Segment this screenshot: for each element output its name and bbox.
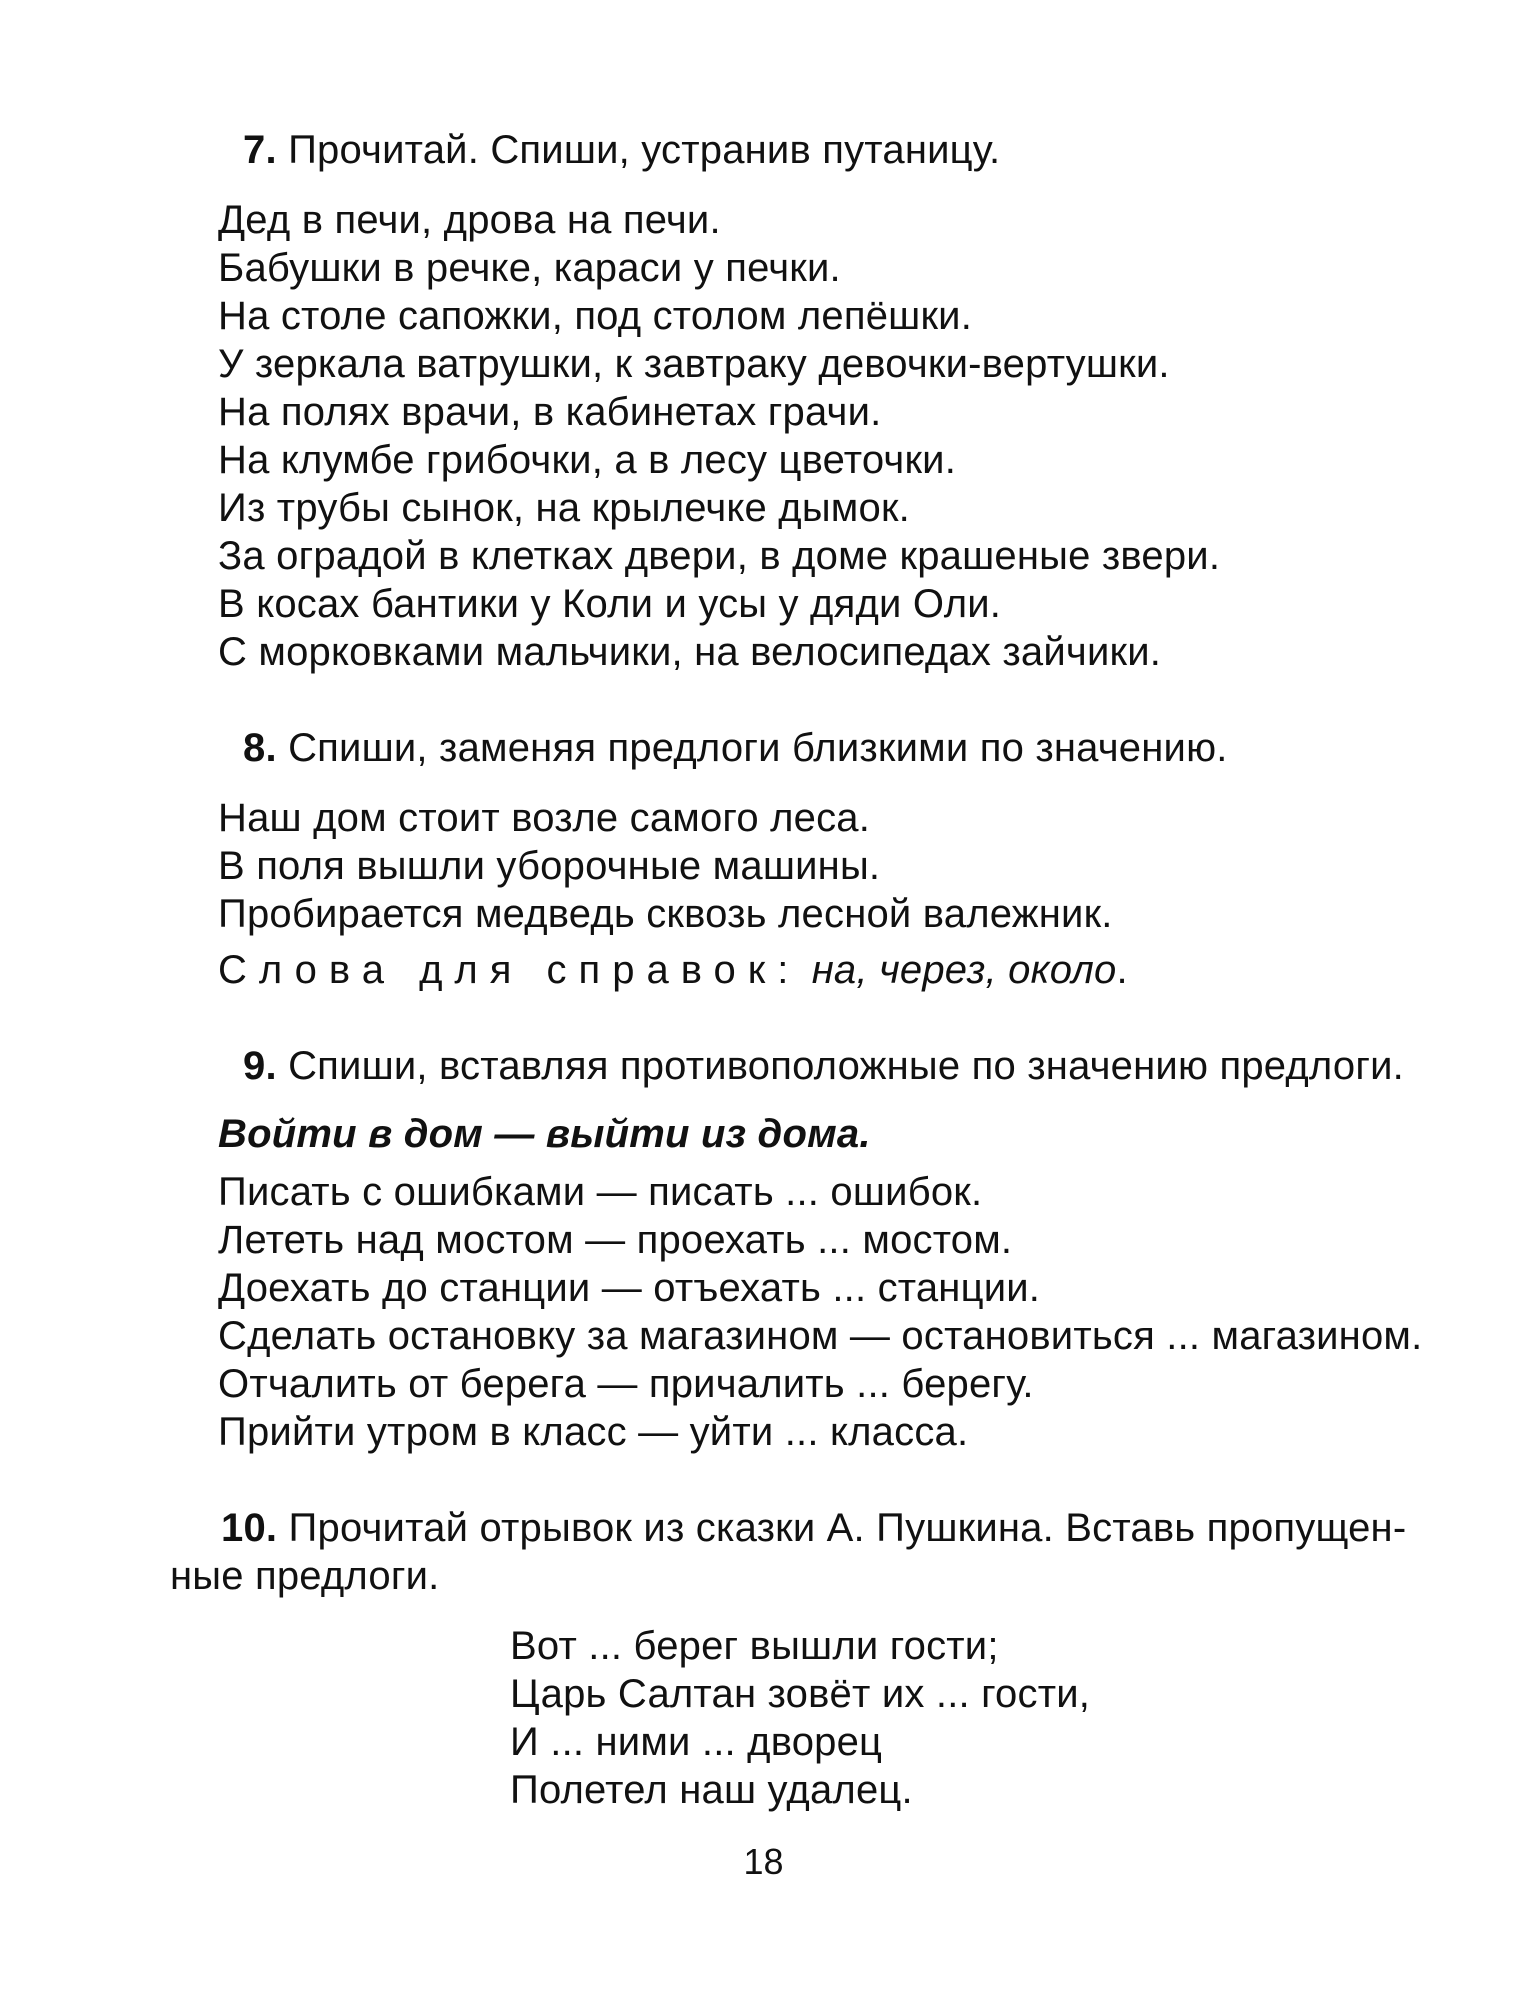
task-8-reference bbox=[218, 946, 1128, 994]
poem-line-2: Царь Салтан зовёт их ... гости, bbox=[510, 1672, 1091, 1716]
page-number: 18 bbox=[743, 1841, 784, 1882]
task-7-line-10: С морковками мальчики, на велосипедах зайчики. bbox=[218, 630, 1162, 674]
task-9-line-3: Доехать до станции — отъехать ... станции. bbox=[218, 1266, 1041, 1310]
poem-line-1: Вот ... берег вышли гости; bbox=[510, 1624, 999, 1668]
task-7-line-6: На клумбе грибочки, а в лесу цветочки. bbox=[218, 438, 957, 482]
task-7-line-9: В косах бантики у Коли и усы у дяди Оли. bbox=[218, 582, 1002, 626]
task-10-heading bbox=[221, 1504, 1406, 1552]
task-8-instruction: Спиши, заменяя предлоги близкими по значению. bbox=[288, 726, 1228, 770]
task-7-heading bbox=[243, 126, 1000, 174]
task-9-line-1: Писать с ошибками — писать ... ошибок. bbox=[218, 1170, 983, 1214]
task-7-line-4: У зеркала ватрушки, к завтраку девочки-вертушки. bbox=[218, 342, 1170, 386]
task-9-line-2: Лететь над мостом — проехать ... мостом. bbox=[218, 1218, 1013, 1262]
task-7-instruction: Прочитай. Спиши, устранив путаницу. bbox=[288, 128, 1001, 172]
task-7-line-2: Бабушки в речке, караси у печки. bbox=[218, 246, 841, 290]
reference-period: . bbox=[1116, 948, 1128, 992]
task-7-line-7: Из трубы сынок, на крылечке дымок. bbox=[218, 486, 910, 530]
reference-words: на, через, около bbox=[811, 948, 1117, 992]
task-10-instruction-line-2: ные предлоги. bbox=[170, 1554, 440, 1598]
task-10-number: 10. bbox=[221, 1506, 278, 1550]
task-9-line-5: Отчалить от берега — причалить ... берегу. bbox=[218, 1362, 1034, 1406]
task-8-line-3: Пробирается медведь сквозь лесной валежник. bbox=[218, 892, 1113, 936]
task-7-line-3: На столе сапожки, под столом лепёшки. bbox=[218, 294, 973, 338]
task-9-number: 9. bbox=[243, 1044, 277, 1088]
poem-line-4: Полетел наш удалец. bbox=[510, 1768, 913, 1812]
task-9-line-6: Прийти утром в класс — уйти ... класса. bbox=[218, 1410, 969, 1454]
task-9-example: Войти в дом — выйти из дома. bbox=[218, 1112, 871, 1156]
task-9-line-4: Сделать остановку за магазином — остановиться ... магазином. bbox=[218, 1314, 1423, 1358]
task-8-line-1: Наш дом стоит возле самого леса. bbox=[218, 796, 871, 840]
task-8-heading bbox=[243, 724, 1228, 772]
task-8-line-2: В поля вышли уборочные машины. bbox=[218, 844, 881, 888]
task-9-heading bbox=[243, 1042, 1404, 1090]
task-8-number: 8. bbox=[243, 726, 277, 770]
reference-label: Слова для справок: bbox=[218, 948, 801, 992]
task-7-line-1: Дед в печи, дрова на печи. bbox=[218, 198, 721, 242]
task-7-number: 7. bbox=[243, 128, 277, 172]
task-10-instruction-line-1: Прочитай отрывок из сказки А. Пушкина. Вставь пропущен- bbox=[288, 1506, 1407, 1550]
task-9-instruction: Спиши, вставляя противоположные по значению предлоги. bbox=[288, 1044, 1404, 1088]
poem-line-3: И ... ними ... дворец bbox=[510, 1720, 883, 1764]
task-7-line-5: На полях врачи, в кабинетах грачи. bbox=[218, 390, 882, 434]
task-7-line-8: За оградой в клетках двери, в доме крашеные звери. bbox=[218, 534, 1221, 578]
